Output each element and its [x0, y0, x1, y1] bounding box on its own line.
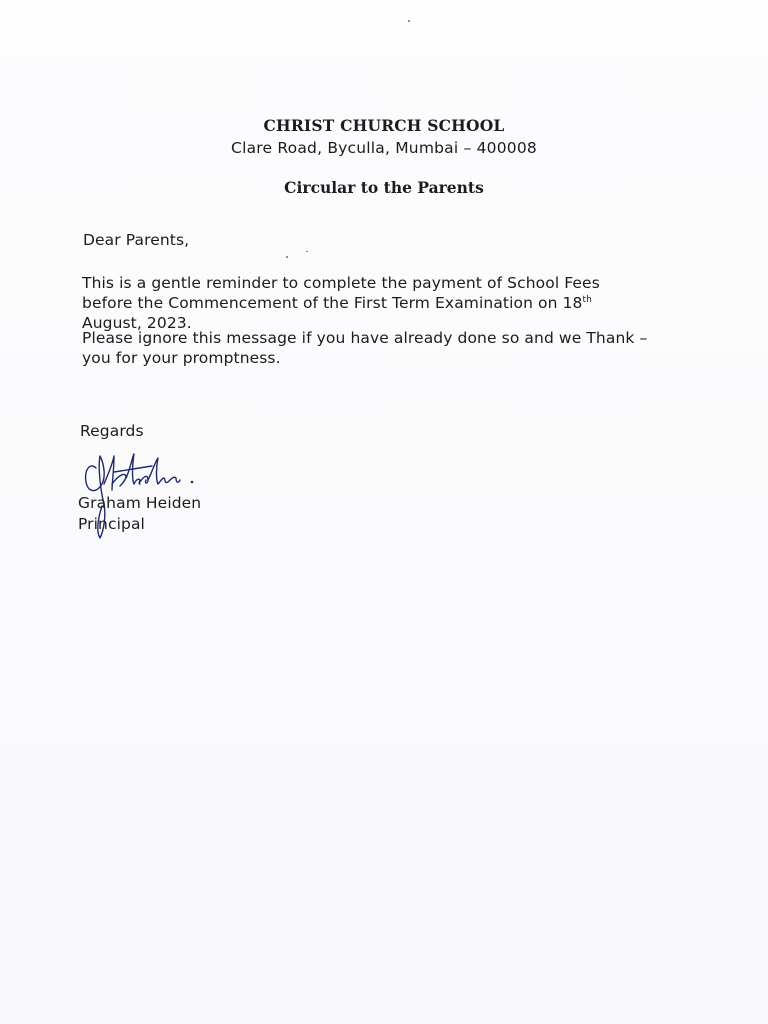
- reminder-text: This is a gentle reminder to complete the payment of School Fees before the Commencement of the First Term Examination on 18: [82, 274, 600, 312]
- school-address: Clare Road, Byculla, Mumbai – 400008: [231, 139, 537, 157]
- signer-title: Principal: [78, 515, 145, 533]
- scan-speck: [408, 20, 410, 22]
- school-name: CHRIST CHURCH SCHOOL: [263, 116, 505, 135]
- reminder-date-text: August, 2023.: [82, 314, 192, 332]
- signer-name: Graham Heiden: [78, 494, 202, 512]
- circular-title: Circular to the Parents: [284, 178, 484, 197]
- scan-speck: [286, 256, 288, 258]
- salutation: Dear Parents,: [83, 231, 190, 249]
- closing: Regards: [80, 422, 144, 440]
- reminder-paragraph: [82, 273, 652, 333]
- ignore-paragraph: Please ignore this message if you have already done so and we Thank – you for your promptness.: [82, 329, 648, 367]
- scan-speck: [306, 251, 308, 252]
- ordinal-suffix: th: [582, 294, 592, 305]
